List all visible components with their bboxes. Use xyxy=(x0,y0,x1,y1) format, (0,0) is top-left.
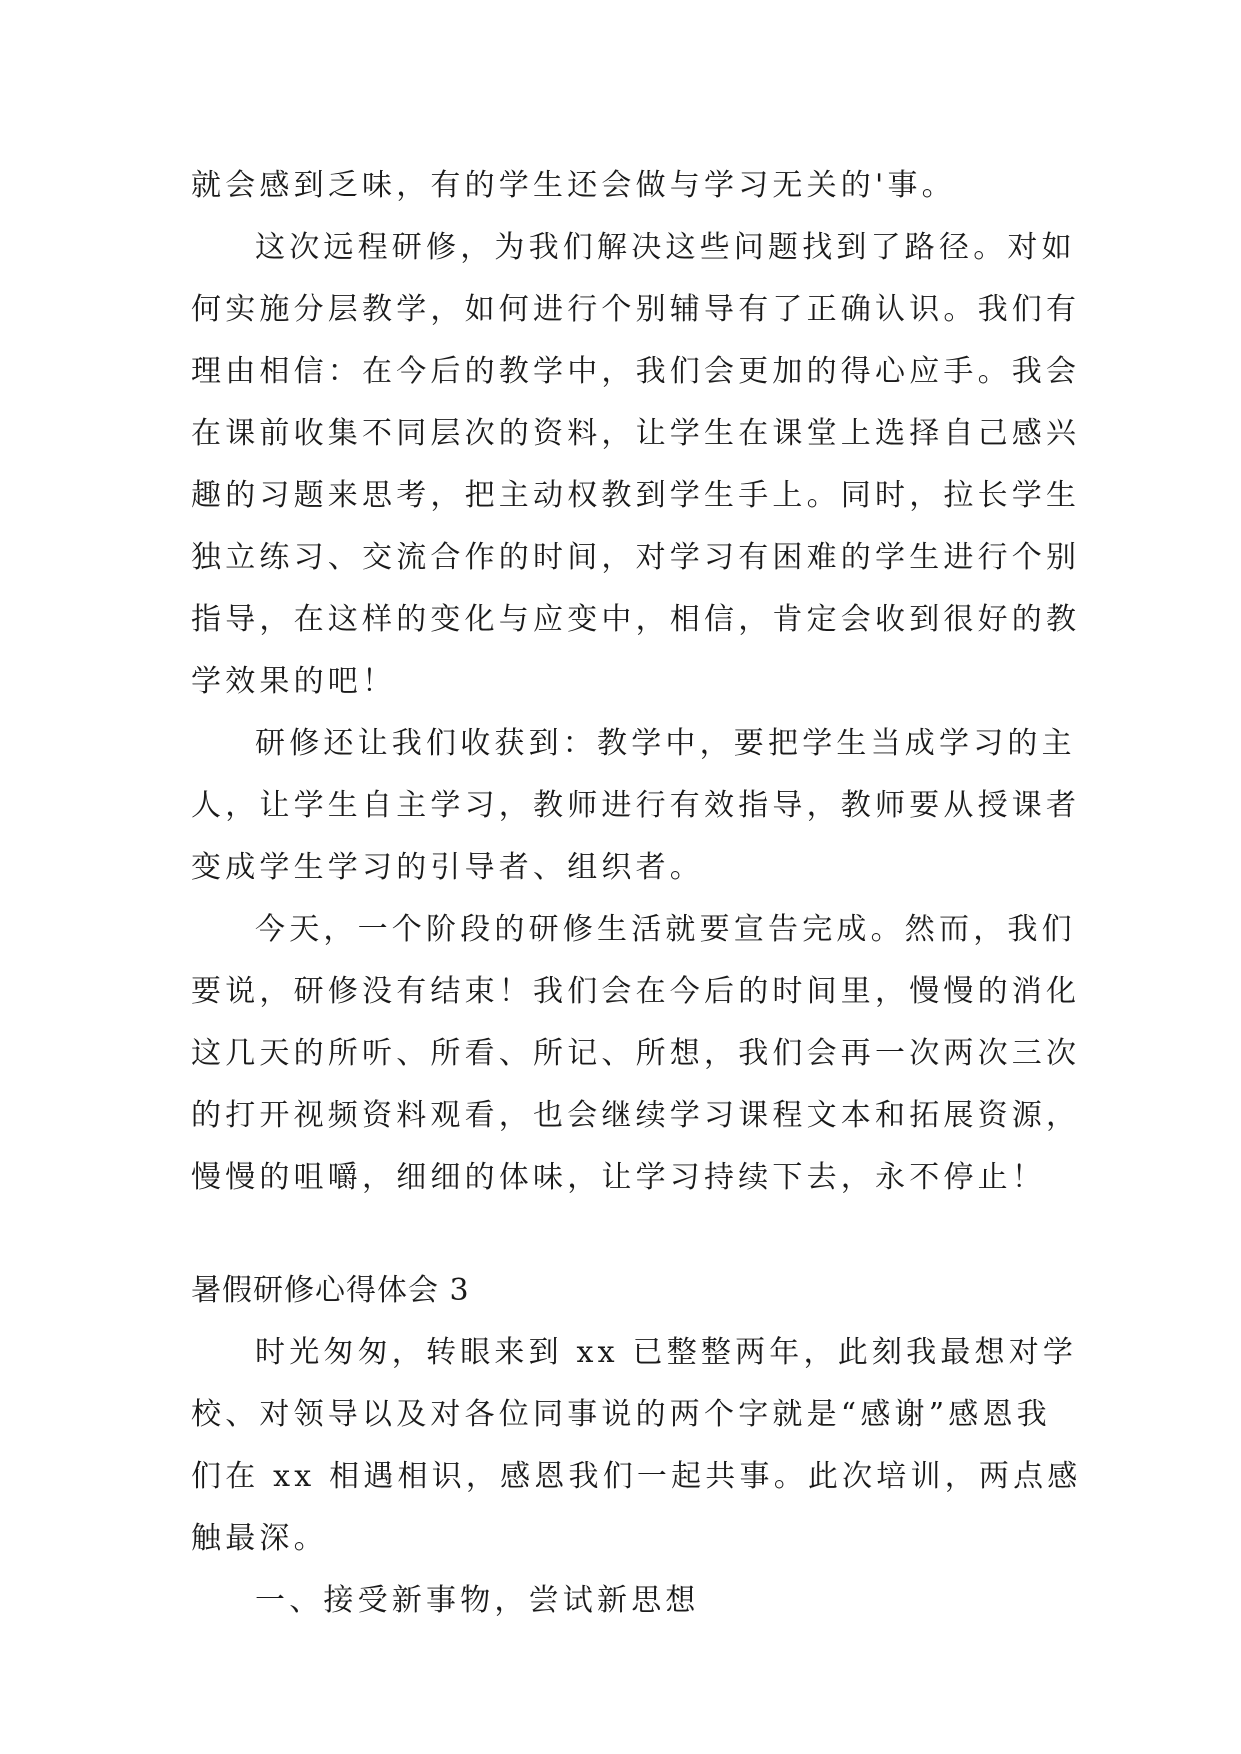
paragraph-line: 要说，研修没有结束！我们会在今后的时间里，慢慢的消化 xyxy=(191,974,1081,1009)
paragraph-line: 理由相信：在今后的教学中，我们会更加的得心应手。我会 xyxy=(191,354,1081,389)
paragraph-line: 趣的习题来思考，把主动权教到学生手上。同时，拉长学生 xyxy=(191,478,1081,513)
paragraph-line: 慢慢的咀嚼，细细的体味，让学习持续下去，永不停止！ xyxy=(191,1160,1046,1195)
paragraph-line: 指导，在这样的变化与应变中，相信，肯定会收到很好的教 xyxy=(191,602,1081,637)
paragraph-line: 在课前收集不同层次的资料，让学生在课堂上选择自己感兴 xyxy=(191,416,1081,451)
paragraph-line: 们在 xx 相遇相识，感恩我们一起共事。此次培训，两点感 xyxy=(191,1459,1082,1494)
subheading-line: 一、接受新事物，尝试新思想 xyxy=(255,1583,700,1618)
paragraph-line: 何实施分层教学，如何进行个别辅导有了正确认识。我们有 xyxy=(191,292,1081,327)
document-body xyxy=(191,155,1082,1632)
section-gap xyxy=(191,1209,1061,1260)
paragraph-line: 校、对领导以及对各位同事说的两个字就是“感谢”感恩我 xyxy=(191,1397,1051,1432)
section-title: 暑假研修心得体会 3 xyxy=(191,1273,470,1308)
paragraph-line: 这几天的所听、所看、所记、所想，我们会再一次两次三次 xyxy=(191,1036,1081,1071)
paragraph-line: 触最深。 xyxy=(191,1521,328,1556)
paragraph-line: 今天，一个阶段的研修生活就要宣告完成。然而，我们 xyxy=(255,912,1076,947)
paragraph-line: 研修还让我们收获到：教学中，要把学生当成学习的主 xyxy=(255,726,1076,761)
paragraph-line: 独立练习、交流合作的时间，对学习有困难的学生进行个别 xyxy=(191,540,1081,575)
paragraph-line: 人，让学生自主学习，教师进行有效指导，教师要从授课者 xyxy=(191,788,1081,823)
paragraph-line: 这次远程研修，为我们解决这些问题找到了路径。对如 xyxy=(255,230,1076,265)
paragraph-line: 的打开视频资料观看，也会继续学习课程文本和拓展资源， xyxy=(191,1098,1081,1133)
paragraph-line: 就会感到乏味，有的学生还会做与学习无关的'事。 xyxy=(191,168,956,203)
paragraph-line: 时光匆匆，转眼来到 xx 已整整两年，此刻我最想对学 xyxy=(255,1335,1078,1370)
paragraph-line: 变成学生学习的引导者、组织者。 xyxy=(191,850,704,885)
paragraph-line: 学效果的吧！ xyxy=(191,664,397,699)
